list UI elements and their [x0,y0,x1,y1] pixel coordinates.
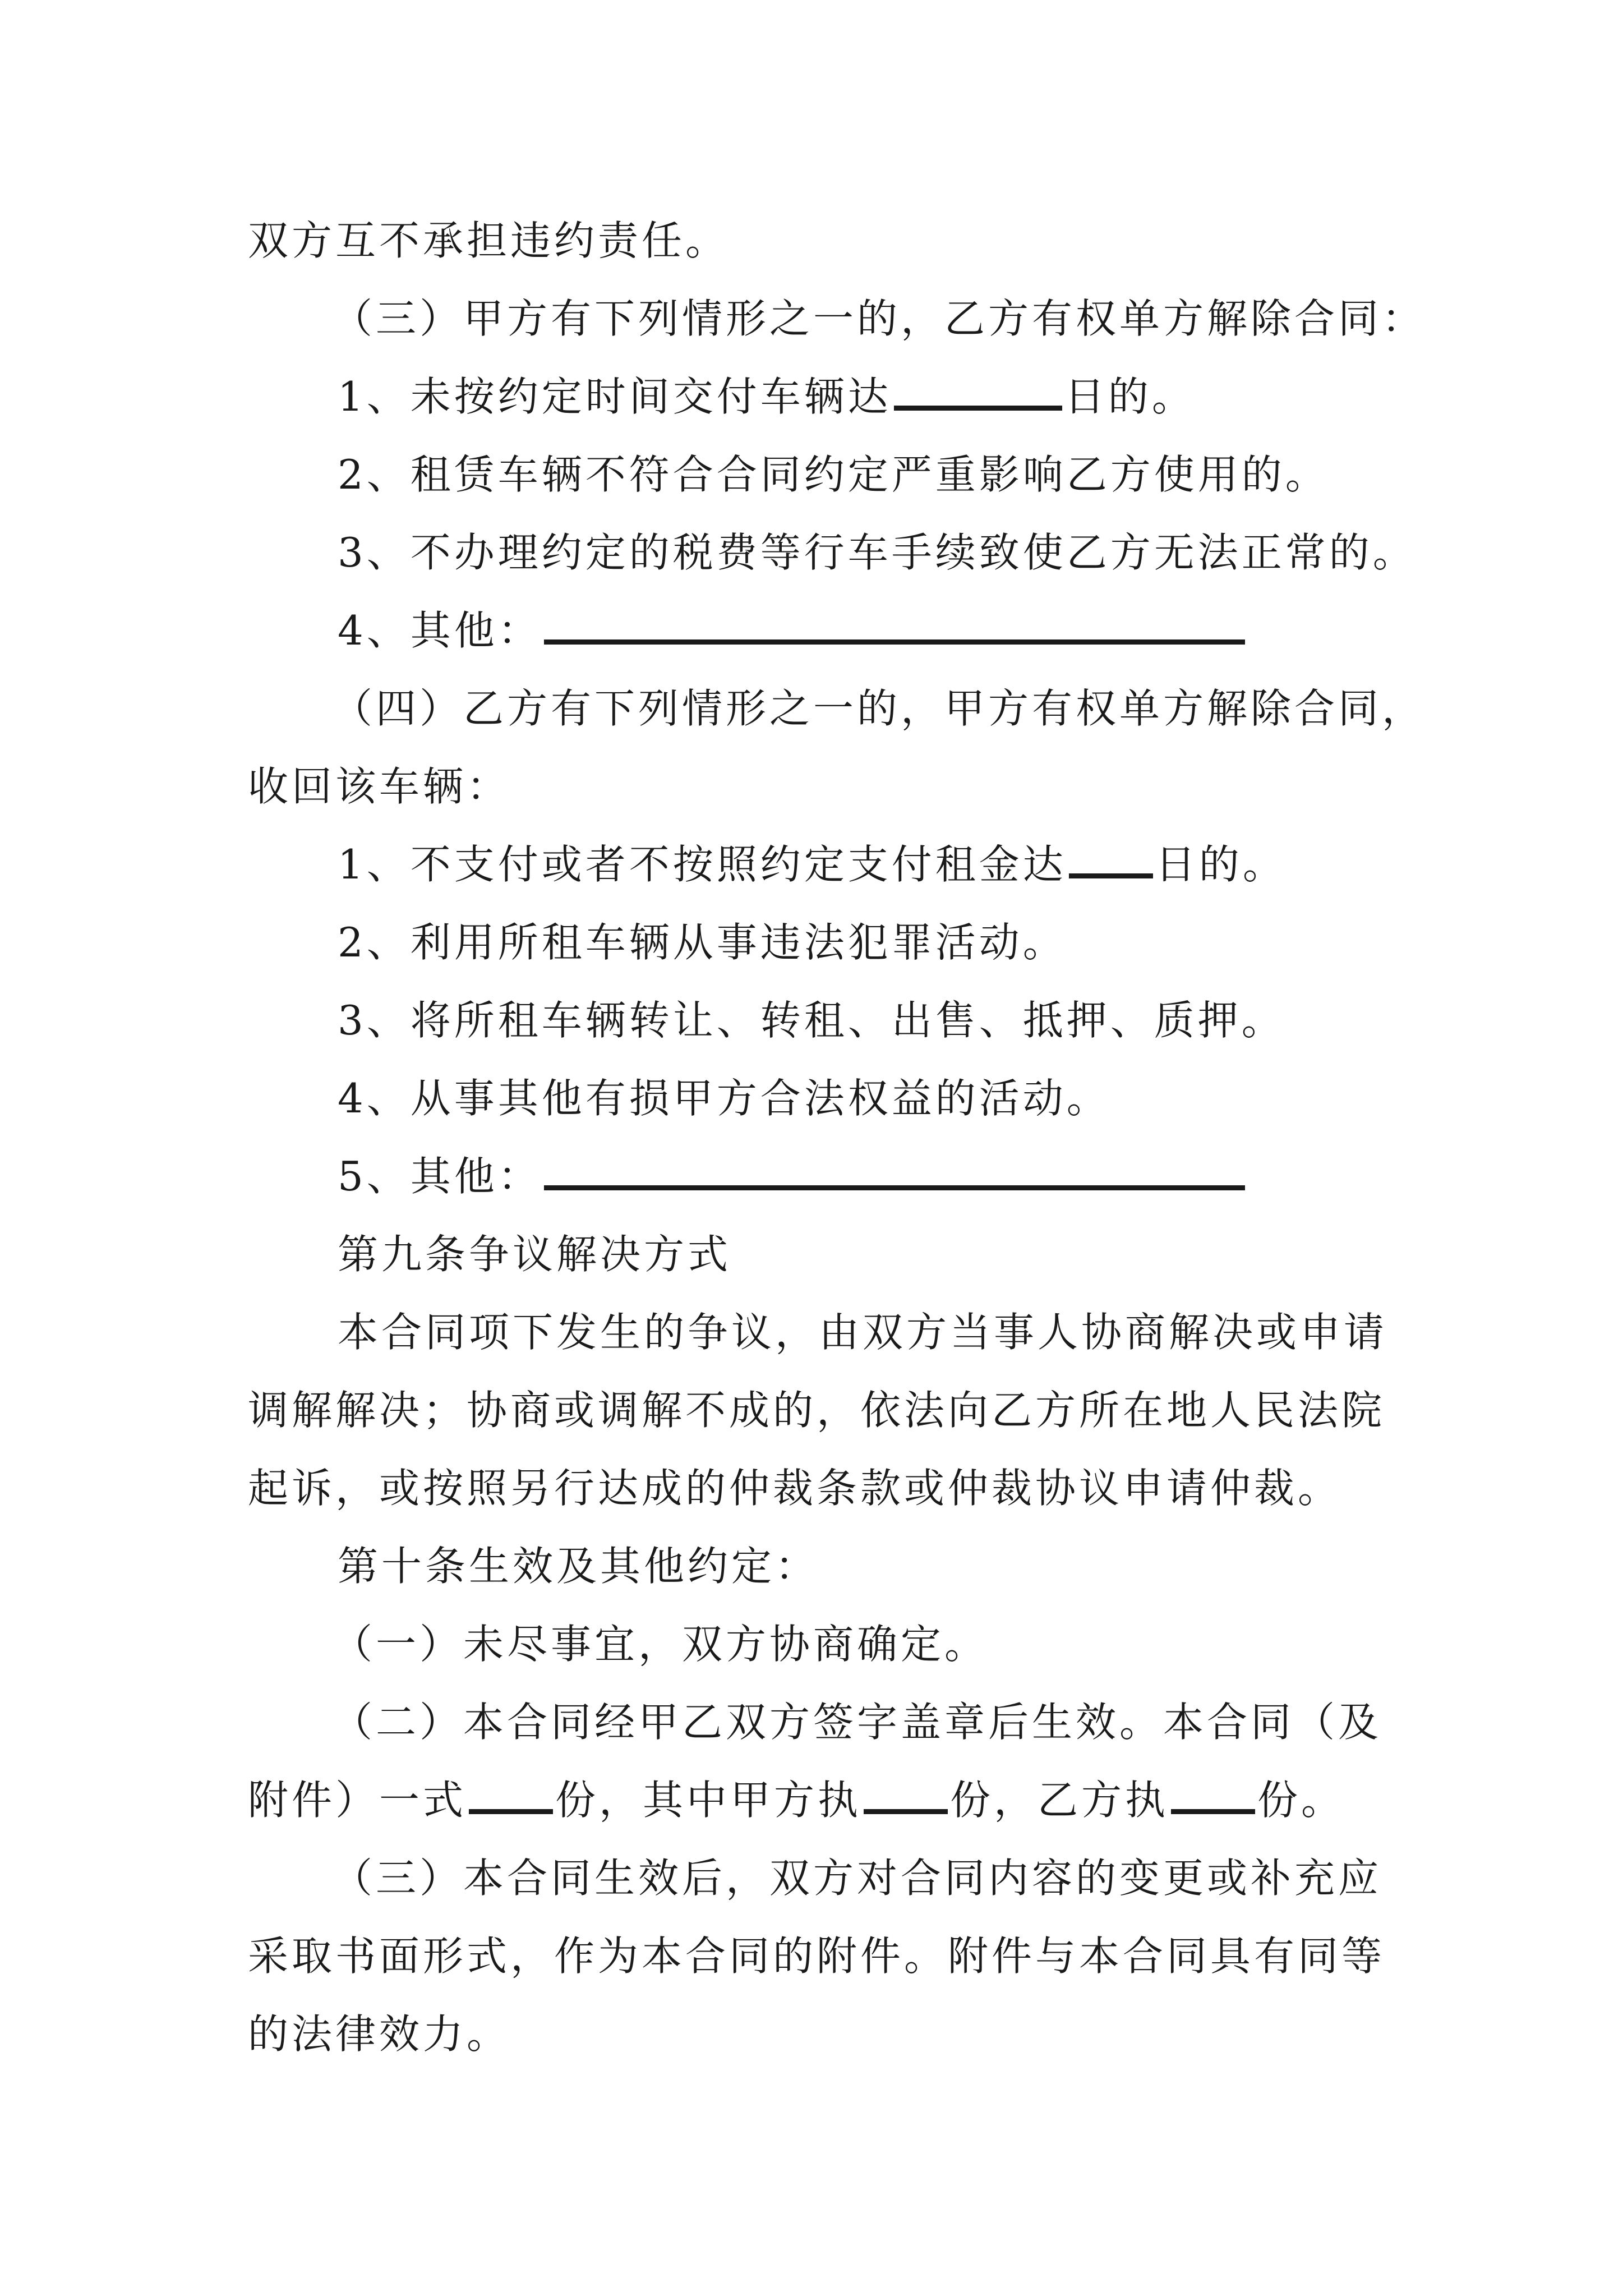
article-10-item-2-cont: 附件）一式 份，其中甲方执 份，乙方执 份。 [248,1777,1345,1824]
article-10-item-1: （一）未尽事宜，双方协商确定。 [332,1621,989,1668]
clause-4-item-1: 1、不支付或者不按照约定支付租金达 日的。 [338,841,1287,888]
fill-blank [544,1153,1245,1190]
fill-blank [894,373,1062,411]
clause-3-item-3: 3、不办理约定的税费等行车手续致使乙方无法正常的。 [338,529,1417,576]
article-10-item-3: （三）本合同生效后，双方对合同内容的变更或补充应 [332,1855,1382,1902]
clause-4-item-4: 4、从事其他有损甲方合法权益的活动。 [338,1075,1110,1122]
fill-blank [864,1777,948,1814]
article-9-body-2: 调解解决；协商或调解不成的，依法向乙方所在地人民法院 [248,1387,1386,1434]
fill-blank [1069,841,1153,878]
clause-4-item-2: 2、利用所租车辆从事违法犯罪活动。 [338,919,1067,966]
article-10-title: 第十条生效及其他约定： [338,1543,819,1590]
clause-4-item-5: 5、其他： [248,1138,1381,1216]
clause-4-item-3: 3、将所租车辆转让、转租、出售、抵押、质押。 [338,997,1285,1044]
fill-blank [544,607,1245,645]
clause-3-item-4: 4、其他： [248,592,1381,670]
fill-blank [1171,1777,1255,1814]
clause-4-heading-cont: 收回该车辆： [248,763,511,810]
clause-3-heading: （三）甲方有下列情形之一的，乙方有权单方解除合同： [332,295,1426,342]
article-10-item-2: （二）本合同经甲乙双方签字盖章后生效。本合同（及 [332,1699,1382,1746]
article-9-body-3: 起诉，或按照另行达成的仲裁条款或仲裁协议申请仲裁。 [248,1465,1342,1512]
article-9-body-1: 本合同项下发生的争议，由双方当事人协商解决或申请 [338,1309,1388,1356]
paragraph-line: 双方互不承担违约责任。 [248,217,730,264]
clause-3-item-2: 2、租赁车辆不符合合同约定严重影响乙方使用的。 [338,451,1329,498]
fill-blank [469,1777,553,1814]
clause-4-heading: （四）乙方有下列情形之一的，甲方有权单方解除合同， [332,685,1426,732]
article-9-title: 第九条争议解决方式 [338,1231,732,1278]
clause-3-item-1: 1、未按约定时间交付车辆达 日的。 [338,373,1196,420]
article-10-item-3-end: 的法律效力。 [248,2010,511,2058]
contract-body [248,202,1426,2073]
article-10-item-3-cont: 采取书面形式，作为本合同的附件。附件与本合同具有同等 [248,1932,1386,1980]
